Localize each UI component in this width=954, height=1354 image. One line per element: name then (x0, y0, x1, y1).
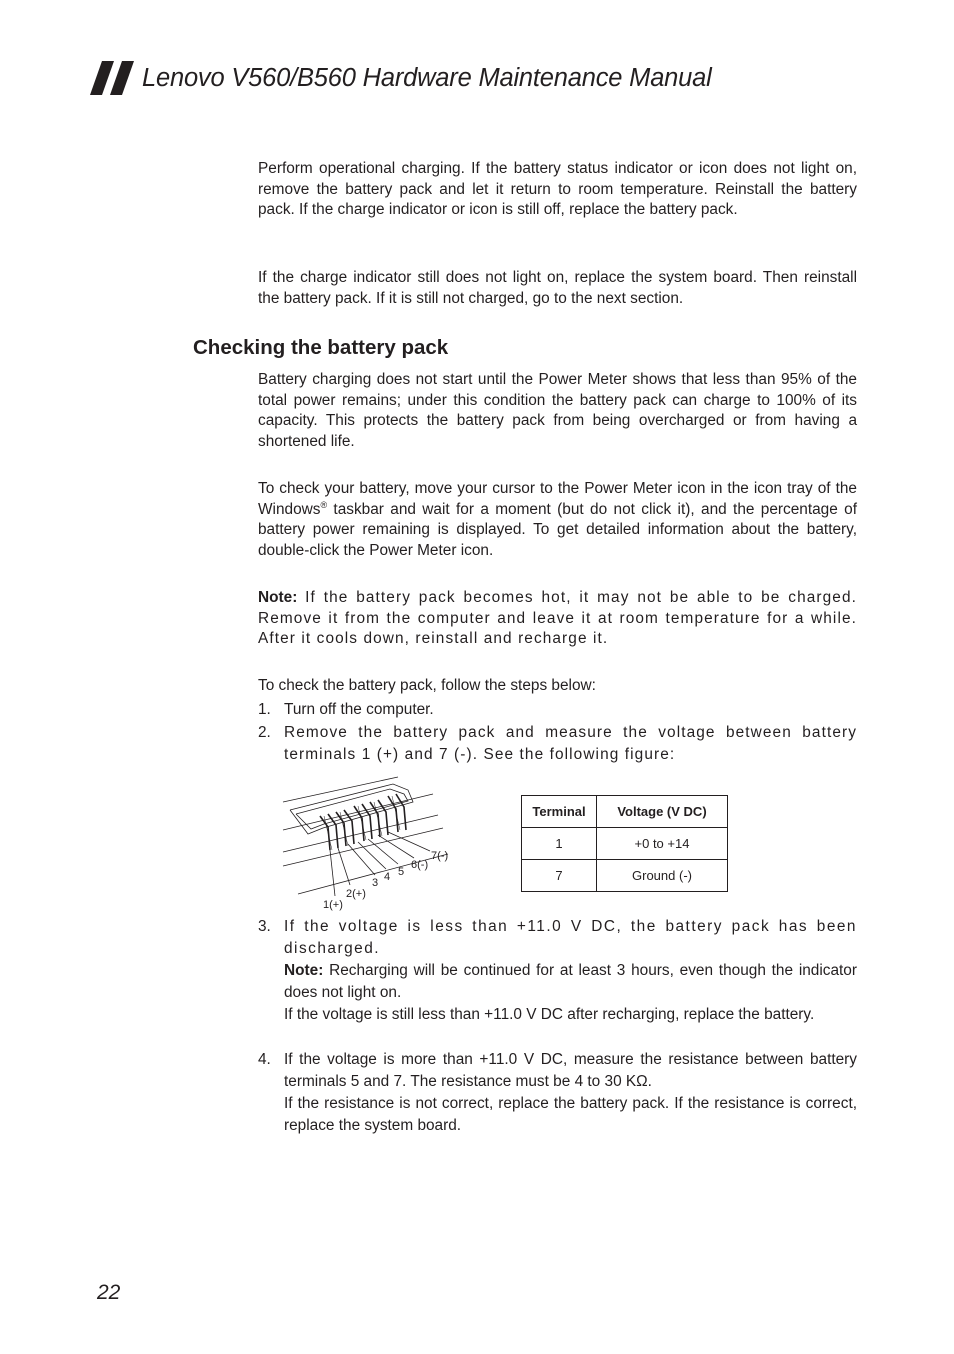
step-3: 3. If the voltage is less than +11.0 V DC, the battery pack has been discharged. Note: Recharging will be continued for at least 3 hours, even though the indicator does not light on. If the voltage is still less than +11.0 V DC after recharging, replace the battery. (258, 916, 857, 1026)
steps-intro: To check the battery pack, follow the steps below: (258, 677, 596, 694)
table-cell: +0 to +14 (597, 828, 728, 860)
step-4-extra: If the resistance is not correct, replace the battery pack. If the resistance is correct, replace the system board. (284, 1095, 857, 1134)
terminal-voltage-table (521, 795, 728, 892)
running-header (90, 60, 712, 96)
page-number: 22 (97, 1281, 121, 1304)
column-header-terminal: Terminal (522, 796, 597, 828)
terminal-label-5: 5 (398, 866, 405, 878)
manual-title: Lenovo V560/B560 Hardware Maintenance Manual (142, 63, 712, 92)
terminal-label-4: 4 (384, 871, 391, 883)
column-header-voltage: Voltage (V DC) (597, 796, 728, 828)
step-4: 4. If the voltage is more than +11.0 V DC, measure the resistance between battery terminals 5 and 7. The resistance must be 4 to 30 KΩ. If the resistance is not correct, replace the battery pack. If the resistance is correct, replace the system board. (258, 1049, 857, 1136)
table-cell: Ground (-) (597, 860, 728, 892)
intro-paragraph-2: If the charge indicator still does not light on, replace the system board. Then reinstall the battery pack. If it is still not charged, go to the next section. (258, 269, 857, 307)
note-label: Note: (258, 589, 298, 606)
intro-paragraph-1: Perform operational charging. If the battery status indicator or icon does not light on, remove the battery pack and let it return to room temperature. Reinstall the battery pack. If the charge indicator or icon is still off, replace the battery pack. (258, 160, 857, 219)
section-paragraph-2: To check your battery, move your cursor to the Power Meter icon in the icon tray of the Windows® taskbar and wait for a moment (but do not click it), and the percentage of battery power remaining is displayed. To get detailed information about the battery, double-click the Power Meter icon. (258, 480, 857, 559)
hot-battery-note: Note: If the battery pack becomes hot, it may not be able to be charged. Remove it from the computer and leave it at room temperature for a while. After it cools down, reinstall and recharge it. (258, 589, 857, 648)
lenovo-slash-logo (90, 61, 136, 95)
battery-terminal-figure (278, 772, 468, 912)
table-cell: 7 (522, 860, 597, 892)
section-paragraph-1: Battery charging does not start until the Power Meter shows that less than 95% of the total power remains; under this condition the battery pack can charge to 100% of its capacity. This protects the battery pack from being overcharged or from having a shortened life. (258, 371, 857, 450)
terminal-label-7: 7(-) (431, 850, 449, 862)
step-3-note: Note: Recharging will be continued for at least 3 hours, even though the indicator does not light on. (284, 962, 857, 1001)
section-heading: Checking the battery pack (193, 336, 449, 359)
terminal-label-2: 2(+) (346, 888, 366, 900)
terminal-label-3: 3 (372, 877, 379, 889)
step-3-extra: If the voltage is still less than +11.0 V DC after recharging, replace the battery. (284, 1006, 815, 1023)
step-1: 1. Turn off the computer. (258, 701, 434, 718)
table-row (522, 828, 728, 860)
table-cell: 1 (522, 828, 597, 860)
table-row (522, 860, 728, 892)
terminal-label-1: 1(+) (323, 899, 343, 911)
table-header-row (522, 796, 728, 828)
registered-mark: ® (320, 499, 328, 510)
step-2: 2. Remove the battery pack and measure the voltage between battery terminals 1 (+) and 7 (-). See the following figure: (258, 724, 857, 763)
terminal-label-6: 6(-) (411, 859, 429, 871)
